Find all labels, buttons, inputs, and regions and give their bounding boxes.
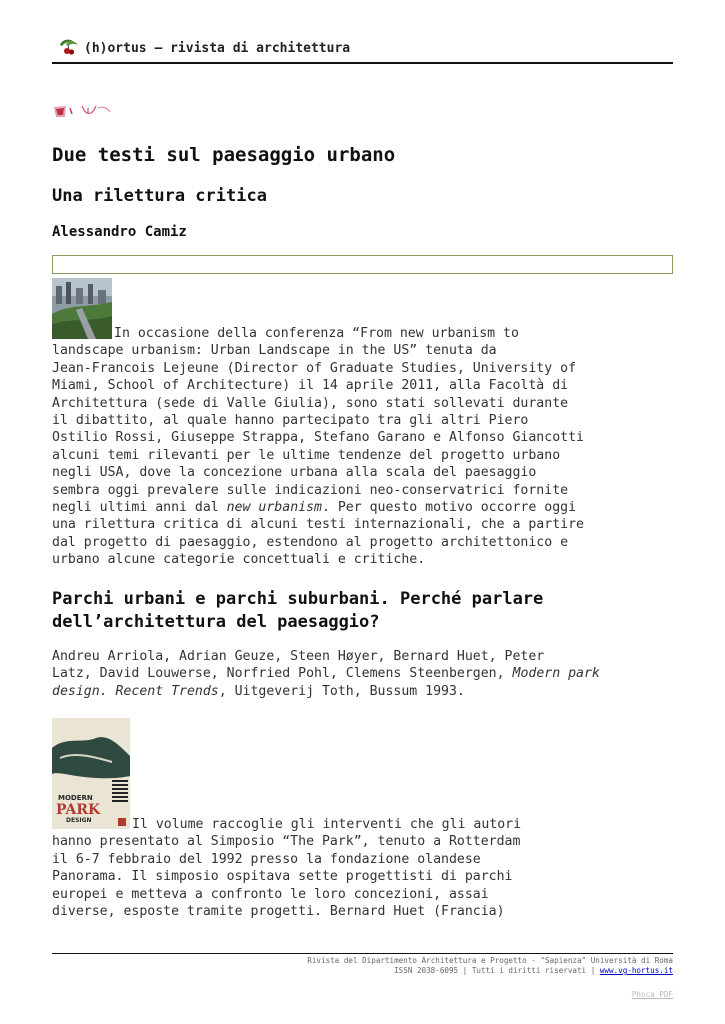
body-line: il 6-7 febbraio del 1992 presso la fondazione olandese	[52, 851, 481, 867]
section-heading	[52, 588, 543, 634]
book-reference	[52, 648, 600, 700]
phoca-pdf-link[interactable]: Phoca PDF	[631, 990, 673, 999]
page-header	[52, 36, 673, 64]
intro-line: Miami, School of Architecture) il 14 aprile 2011, alla Facoltà di	[52, 378, 569, 394]
intro-line: Architettura (sede di Valle Giulia), sono stati sollevati durante	[52, 395, 569, 411]
book-cover-word: PARK	[56, 802, 101, 818]
intro-line: negli USA, dove la concezione urbana alla scala del paesaggio	[52, 465, 537, 481]
intro-line: urbano alcune categorie concettuali e critiche.	[52, 552, 426, 568]
intro-line: Jean-Francois Lejeune (Director of Graduate Studies, University of	[52, 360, 577, 376]
intro-line: In occasione della conferenza “From new urbanism to	[114, 326, 519, 341]
section-heading-line: Parchi urbani e parchi suburbani. Perché parlare	[52, 589, 544, 609]
reference-line: Andreu Arriola, Adrian Geuze, Steen Høyer, Bernard Huet, Peter	[52, 649, 545, 664]
book-title: Modern park	[512, 666, 600, 682]
article-title: Due testi sul paesaggio urbano	[52, 144, 396, 166]
body-line: europei e metteva a confronto le loro concezioni, assai	[52, 886, 489, 902]
body-paragraph	[52, 816, 521, 920]
footer-issn	[394, 966, 673, 975]
journal-title: (h)ortus – rivista di architettura	[84, 41, 351, 56]
intro-text: negli ultimi anni dal	[52, 499, 227, 515]
intro-line: alcuni temi rilevanti per le ultime tendenze del progetto urbano	[52, 447, 561, 463]
intro-line: landscape urbanism: Urban Landscape in the US” tenuta da	[52, 343, 497, 359]
body-line: hanno presentato al Simposio “The Park”, tenuto a Rotterdam	[52, 834, 521, 850]
reference-line	[52, 683, 600, 700]
reference-text: , Uitgeverij Toth, Bussum 1993.	[218, 683, 465, 699]
body-line: Il volume raccoglie gli interventi che gli autori	[132, 817, 522, 832]
article-subtitle: Una rilettura critica	[52, 186, 267, 206]
footer-department: Rivista del Dipartimento Architettura e Progetto - "Sapienza" Università di Roma	[307, 956, 673, 965]
book-cover-image	[52, 718, 130, 829]
body-line: Panorama. Il simposio ospitava sette progettisti di parchi	[52, 869, 513, 885]
book-title: design. Recent Trends	[52, 683, 219, 699]
book-cover-word: MODERN	[58, 794, 93, 802]
section-heading-line: dell’architettura del paesaggio?	[52, 612, 380, 632]
intro-line	[52, 499, 584, 516]
intro-line: una rilettura critica di alcuni testi internazionali, che a partire	[52, 517, 584, 533]
page-footer	[52, 953, 673, 975]
intro-paragraph	[52, 325, 584, 568]
intro-line: il dibattito, al quale hanno partecipato tra gli altri Piero	[52, 412, 529, 428]
book-cover-word: DESIGN	[66, 817, 92, 824]
body-line: diverse, esposte tramite progetti. Bernard Huet (Francia)	[52, 903, 505, 919]
reference-line	[52, 665, 600, 682]
hortus-logo-icon	[56, 36, 80, 56]
hortus-small-logo-icon	[52, 102, 114, 120]
intro-line: sembra oggi prevalere sulle indicazioni neo-conservatrici fornite	[52, 482, 569, 498]
intro-text: . Per questo motivo occorre oggi	[321, 499, 577, 515]
footer-issn-text: ISSN 2038-6095 | Tutti i diritti riservati |	[394, 966, 600, 975]
article-author: Alessandro Camiz	[52, 224, 187, 240]
intro-emphasis: new urbanism	[226, 499, 322, 515]
abstract-box	[52, 255, 673, 274]
intro-line: dal progetto di paesaggio, estendono al progetto architettonico e	[52, 534, 569, 550]
intro-line: Ostilio Rossi, Giuseppe Strappa, Stefano Garano e Alfonso Giancotti	[52, 430, 584, 446]
footer-website-link[interactable]: www.vg-hortus.it	[599, 966, 673, 975]
reference-text: Latz, David Louwerse, Norfried Pohl, Clemens Steenbergen,	[52, 666, 513, 682]
